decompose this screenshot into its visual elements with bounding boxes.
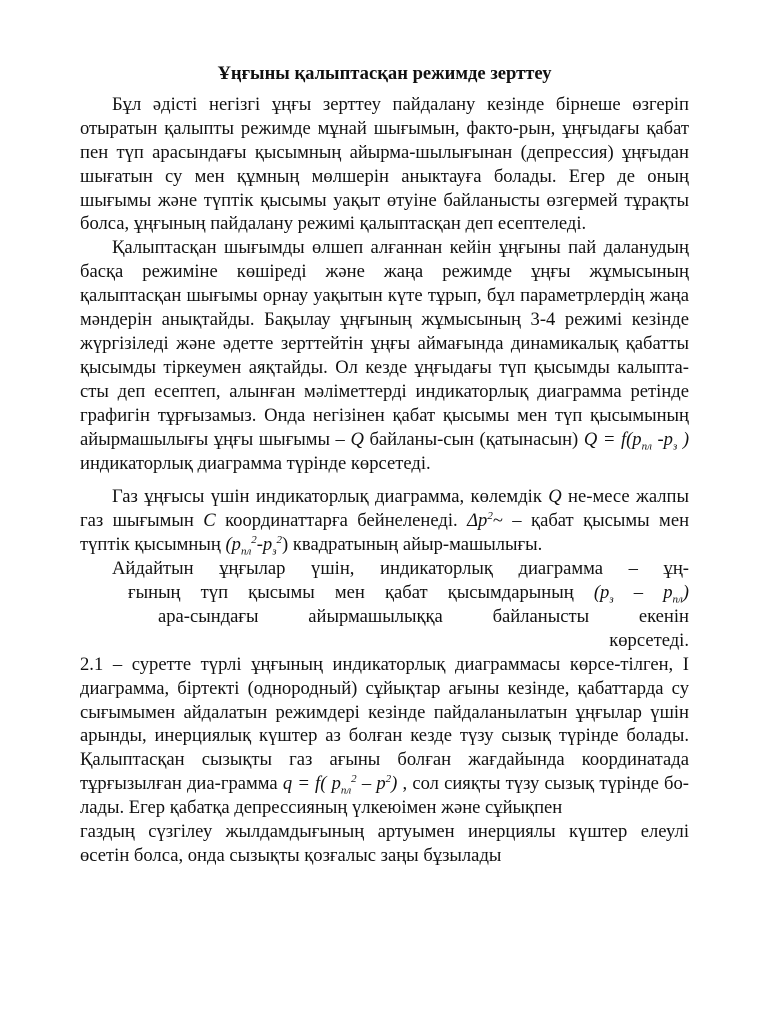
- formula-part: ): [682, 582, 689, 604]
- paragraph-4-text: ғының түп қысымы мен қабат қысымдарының: [128, 582, 574, 604]
- formula-sub: з: [672, 440, 678, 453]
- formula-part: Δp: [467, 510, 488, 532]
- variable-q: Q: [548, 486, 562, 508]
- formula-sub: пл: [672, 593, 683, 606]
- paragraph-4-line-3: ара-сындағы айырмашылыққа байланысты екенін: [158, 605, 689, 627]
- formula-sup: 2: [385, 773, 392, 786]
- paragraph-2-tail: байланы-сын (қатынасын): [369, 428, 579, 450]
- paragraph-5: [80, 653, 689, 820]
- formula-sub: з: [272, 545, 277, 558]
- paragraph-5-text: , сол сияқты түзу сызық түрінде бо-лады. Егер қабатқа депрессияның үлкеюімен және сұйықпен: [80, 773, 690, 819]
- paragraph-2: [80, 236, 689, 475]
- formula-sub: пл: [641, 440, 652, 453]
- formula-sub: пл: [340, 785, 352, 797]
- paragraph-3-text: ) квадратының айыр-машылығы.: [282, 534, 543, 556]
- paragraph-3: [80, 485, 689, 557]
- formula-sup: 2: [276, 534, 283, 547]
- formula-q-f: [583, 428, 690, 453]
- paragraph-3-text: ~ – қабат қысымы мен түптік қысымның: [80, 510, 690, 556]
- paragraph-5-text: 2.1 – суретте түрлі ұңғының индикаторлық диаграммасы көрсе-тілген, I диаграмма, біртекті (однородный) сұйықтар ағыны кезінде, қабаттарда су сығымымен айдалатын режимдері кезінде пайдаланылатын ұңғылар үшін арынды, инерциялық күштер аз болған кезде түзу сызық түрінде болады. Қалыптасқан сызықты газ ағыны болған жағдайында координатада тұрғызылған диа-грамма: [80, 653, 689, 795]
- formula-part: – p: [613, 582, 673, 604]
- paragraph-3-text: координаттарға бейнеленеді.: [225, 510, 458, 532]
- paragraph-1: Бұл әдісті негізгі ұңғы зерттеу пайдалану кезінде бірнеше өзгеріп отыратын қалыпты режимде мұнай шығымын, факто-рын, ұңғыдағы қабат пен түп арасындағы қысымның айырма-шылығынан (депрессия) ұңғыдан шығатын су мен құмның мөлшерін аныктауға болады. Егер де оның шығымы және түптік қысымы уақыт өтуіне байланысты өзгермей тұрақты болса, ұңғының пайдалану режимі қалыптасқан деп есептеледі.: [80, 93, 689, 235]
- formula-part: -p: [651, 428, 673, 450]
- document-page: [80, 62, 689, 868]
- paragraph-3-text: Газ ұңғысы үшін индикаторлық диаграмма, көлемдік: [112, 486, 542, 508]
- formula-dp: [467, 510, 493, 531]
- paragraph-4-line-4: көрсетеді.: [609, 629, 689, 651]
- formula-part: – p: [356, 773, 386, 795]
- formula-sup: 2: [487, 510, 493, 523]
- paragraph-4: [80, 557, 689, 653]
- paragraph-6: газдың сүзгілеу жылдамдығының артуымен инерциялы күштер елеулі өсетін болса, онда сызықты қозғалыс заңы бұзылады: [80, 821, 689, 866]
- formula-q-gas: [282, 773, 398, 797]
- formula-part: q = f( p: [282, 773, 341, 795]
- formula-part: (p: [225, 534, 241, 556]
- formula-sub: з: [609, 593, 614, 606]
- paragraph-4-line-1: Айдайтын ұңғылар үшін, индикаторлық диаграмма – ұң-: [112, 558, 689, 580]
- formula-part: Q = f(p: [583, 428, 642, 450]
- variable-q: Q: [350, 428, 364, 450]
- formula-part: ): [391, 773, 398, 795]
- formula-pressure-diff: [593, 582, 689, 606]
- variable-c: C: [203, 510, 216, 532]
- formula-part: ): [677, 428, 690, 450]
- paragraph-2-text: Қалыптасқан шығымды өлшеп алғаннан кейін ұңғыны пай даланудың басқа режиміне көшіреді және жаңа режимде ұңғы жұмысының қалыптасқан шығымы орнау уақытын күте тұрып, бұл параметрлердің жаңа мәндерін анықтайды. Бақылау ұңғының жұмысының 3-4 режимі кезінде жүргізіледі және әдетте зерттейтін ұңғы аймағында динамикалық қабатты қысымды тіркеумен аяқтайды. Ол кезде ұңғыдағы түп қысымды калыпта-сты деп есептеп, алынған мәліметтерді индикаторлық диаграмма ретінде графигін тұрғызамыз. Онда негізінен қабат қысымы мен түп қысымының айырмашылығы ұңғы шығымы –: [80, 237, 689, 450]
- paragraph-3-text: не-месе жалпы газ шығымын: [80, 486, 690, 532]
- paragraph-2-end: индикаторлық диаграмма түрінде көрсетеді.: [80, 452, 431, 474]
- formula-sup: 2: [351, 773, 357, 786]
- page-title: Ұңғыны қалыптасқан режимде зерттеу: [217, 63, 552, 84]
- formula-sup: 2: [251, 534, 257, 547]
- formula-sub: пл: [240, 545, 252, 558]
- paragraph-4-line-2: [80, 581, 689, 605]
- formula-part: -p: [256, 534, 273, 556]
- formula-pressure-squares: [225, 534, 283, 558]
- formula-part: (p: [593, 582, 610, 604]
